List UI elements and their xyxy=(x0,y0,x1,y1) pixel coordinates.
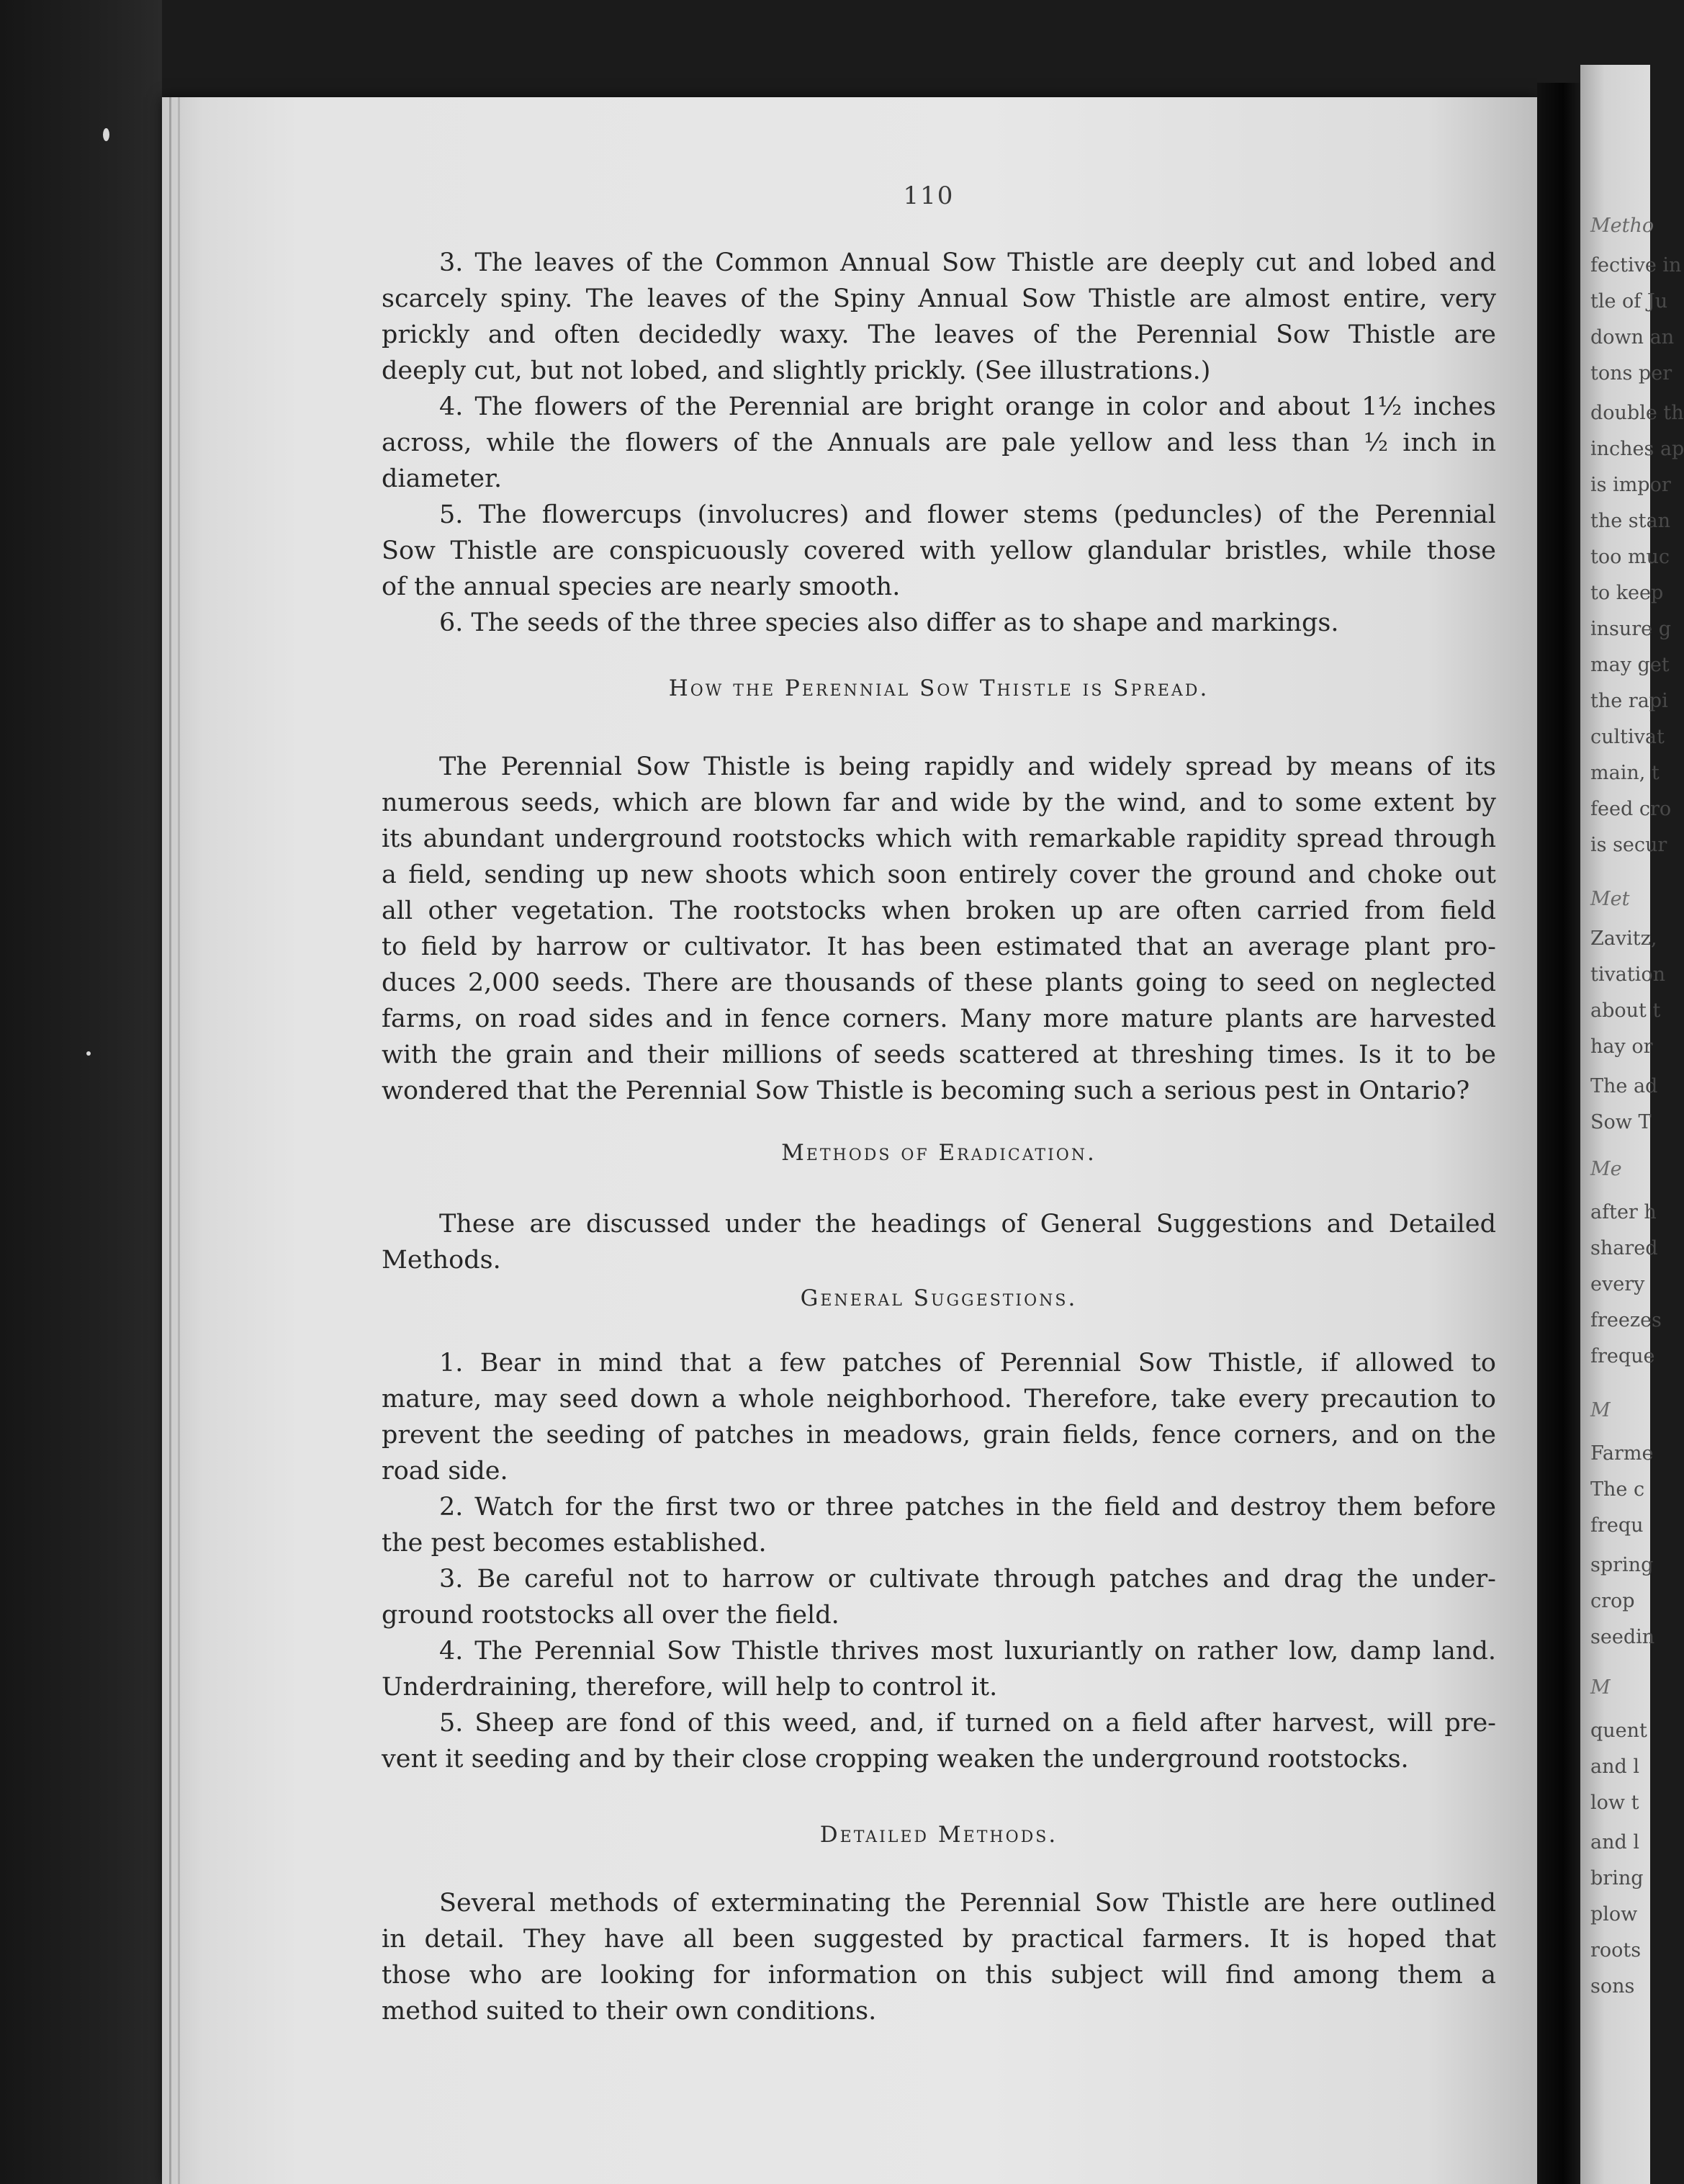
detailed-methods-paragraph xyxy=(382,1885,1496,2029)
next-page-text-fragment: about t xyxy=(1590,999,1661,1022)
text-line: 4. The Perennial Sow Thistle thrives most luxuriantly on rather low, damp land. xyxy=(439,1637,1496,1666)
text-line: those who are looking for information on this subject will find among them a xyxy=(382,1961,1496,1990)
next-page-text-fragment: cultivat xyxy=(1590,726,1665,748)
text-line: The Perennial Sow Thistle is being rapidly and widely spread by means of its xyxy=(439,752,1496,781)
text-line: prickly and often decidedly waxy. The leaves of the Perennial Sow Thistle are xyxy=(382,320,1496,349)
next-page-text-fragment: tons per xyxy=(1590,362,1672,385)
text-line: farms, on road sides and in fence corners. Many more mature plants are harvested xyxy=(382,1005,1496,1033)
next-page-text-fragment: and l xyxy=(1590,1831,1639,1853)
general-suggestions-list xyxy=(382,1345,1496,1777)
text-line: 3. Be careful not to harrow or cultivate through patches and drag the under- xyxy=(439,1565,1496,1594)
text-line: 2. Watch for the first two or three patches in the field and destroy them before xyxy=(439,1493,1496,1522)
next-page-text-fragment: every xyxy=(1590,1273,1645,1295)
text-line: to field by harrow or cultivator. It has been estimated that an average plant pro- xyxy=(382,933,1496,961)
text-line: scarcely spiny. The leaves of the Spiny Annual Sow Thistle are almost entire, very xyxy=(382,284,1496,313)
next-page-text-fragment: down an xyxy=(1590,326,1675,349)
text-line: Methods. xyxy=(382,1246,501,1275)
next-page-text-fragment: Zavitz, xyxy=(1590,927,1657,950)
next-page-text-fragment: freezes xyxy=(1590,1309,1662,1331)
text-line: of the annual species are nearly smooth. xyxy=(382,572,901,601)
text-line: across, while the flowers of the Annuals are pale yellow and less than ½ inch in xyxy=(382,428,1496,457)
text-line: 5. Sheep are fond of this weed, and, if turned on a field after harvest, will pre- xyxy=(439,1709,1496,1738)
next-page-text-fragment: too muc xyxy=(1590,546,1670,568)
text-line: Several methods of exterminating the Perennial Sow Thistle are here outlined xyxy=(439,1889,1496,1918)
next-page-text-fragment: Sow T xyxy=(1590,1111,1652,1133)
next-page-text-fragment: M xyxy=(1590,1399,1611,1421)
next-page-text-fragment: Me xyxy=(1590,1158,1622,1180)
next-page-text-fragment: tle of Ju xyxy=(1590,290,1668,313)
next-page-text-fragment: may get xyxy=(1590,654,1670,676)
text-line: mature, may seed down a whole neighborhood. Therefore, take every precaution to xyxy=(382,1385,1496,1414)
next-page-text-fragment: tivation xyxy=(1590,963,1665,986)
next-page-text-fragment: The ad xyxy=(1590,1075,1658,1097)
next-page-text-fragment: the stan xyxy=(1590,510,1670,532)
text-line: road side. xyxy=(382,1457,508,1486)
next-page-text-fragment: is impor xyxy=(1590,474,1671,496)
next-page-text-fragment: frequ xyxy=(1590,1514,1644,1537)
text-line: duces 2,000 seeds. There are thousands of these plants going to seed on neglected xyxy=(382,969,1496,997)
next-page-text-fragment: is secur xyxy=(1590,834,1667,856)
next-page-text-fragment: fective in xyxy=(1590,254,1682,277)
next-page-text-fragment: Farme xyxy=(1590,1442,1654,1465)
text-line: deeply cut, but not lobed, and slightly prickly. (See illustrations.) xyxy=(382,356,1211,385)
next-page-text-fragment: shared xyxy=(1590,1237,1658,1259)
next-page-text-fragment: spring xyxy=(1590,1554,1654,1576)
text-line: Sow Thistle are conspicuously covered with yellow glandular bristles, while those xyxy=(382,536,1496,565)
text-line: numerous seeds, which are blown far and wide by the wind, and to some extent by xyxy=(382,788,1496,817)
methods-intro-paragraph xyxy=(382,1206,1496,1278)
text-line: all other vegetation. The rootstocks when broken up are often carried from field xyxy=(382,896,1496,925)
text-line: 5. The flowercups (involucres) and flower stems (peduncles) of the Perennial xyxy=(439,500,1496,529)
text-line: Underdraining, therefore, will help to control it. xyxy=(382,1673,998,1702)
next-page-text-fragment: to keep xyxy=(1590,582,1664,604)
next-page-text-fragment: double th xyxy=(1590,402,1684,424)
next-page-text-fragment: plow xyxy=(1590,1903,1638,1925)
next-page-text-fragment: The c xyxy=(1590,1478,1645,1501)
text-line: vent it seeding and by their close cropping weaken the underground rootstocks. xyxy=(382,1745,1409,1774)
text-line: with the grain and their millions of seeds scattered at threshing times. Is it to be xyxy=(382,1041,1496,1069)
next-page-text-fragment: low t xyxy=(1590,1792,1639,1814)
next-page-text-fragment: freque xyxy=(1590,1345,1655,1367)
text-line: wondered that the Perennial Sow Thistle is becoming such a serious pest in Ontario? xyxy=(382,1077,1470,1105)
text-line: These are discussed under the headings of General Suggestions and Detailed xyxy=(439,1210,1496,1239)
next-page-text-fragment: feed cro xyxy=(1590,798,1672,820)
text-line: a field, sending up new shoots which soon entirely cover the ground and choke out xyxy=(382,860,1496,889)
text-line: prevent the seeding of patches in meadows, grain fields, fence corners, and on the xyxy=(382,1421,1496,1450)
next-page-text-fragment: insure g xyxy=(1590,618,1672,640)
spread-paragraph xyxy=(382,749,1496,1109)
section-heading-spread: How the Perennial Sow Thistle is Spread. xyxy=(668,675,1210,701)
text-line: the pest becomes established. xyxy=(382,1529,767,1558)
text-line: diameter. xyxy=(382,464,503,493)
next-page-text-fragment: Met xyxy=(1590,888,1630,910)
next-page-text-fragment: sons xyxy=(1590,1975,1635,1997)
text-line: in detail. They have all been suggested by practical farmers. It is hoped that xyxy=(382,1925,1496,1954)
next-page-text-fragment: after h xyxy=(1590,1201,1657,1223)
next-page-text-fragment: crop xyxy=(1590,1590,1635,1612)
next-page-text-fragment: roots xyxy=(1590,1939,1642,1961)
text-line: its abundant underground rootstocks which with remarkable rapidity spread through xyxy=(382,824,1496,853)
next-page-text-fragment: quent xyxy=(1590,1720,1647,1742)
text-line: 4. The flowers of the Perennial are bright orange in color and about 1½ inches xyxy=(439,392,1496,421)
text-line: 1. Bear in mind that a few patches of Perennial Sow Thistle, if allowed to xyxy=(439,1349,1496,1378)
text-line: ground rootstocks all over the field. xyxy=(382,1601,839,1630)
leaf-flower-seed-differences xyxy=(382,245,1496,641)
section-heading-methods: Methods of Eradication. xyxy=(781,1140,1097,1166)
next-page-text-fragment: Metho xyxy=(1590,215,1654,237)
next-page-text-fragment: and l xyxy=(1590,1756,1639,1778)
text-line: 3. The leaves of the Common Annual Sow Thistle are deeply cut and lobed and xyxy=(439,248,1496,277)
next-page-text-fragment: main, t xyxy=(1590,762,1660,784)
text-line: 6. The seeds of the three species also differ as to shape and markings. xyxy=(439,608,1339,637)
next-page-text-fragment: seedin xyxy=(1590,1626,1655,1648)
next-page-text-fragment: hay or xyxy=(1590,1035,1653,1058)
section-heading-general-suggestions: General Suggestions. xyxy=(800,1285,1078,1311)
next-page-text-fragment: inches ap xyxy=(1590,438,1684,460)
section-heading-detailed-methods: Detailed Methods. xyxy=(819,1822,1058,1848)
next-page-text-fragment: M xyxy=(1590,1676,1611,1699)
next-page-text-fragment: bring xyxy=(1590,1867,1644,1889)
next-page-text-fragment: the rapi xyxy=(1590,690,1668,712)
text-line: method suited to their own conditions. xyxy=(382,1997,877,2026)
page-number: 110 xyxy=(903,181,955,210)
